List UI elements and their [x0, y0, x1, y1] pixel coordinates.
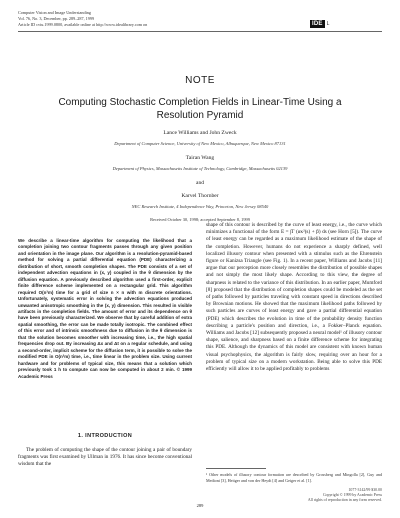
- logo-rest: L: [326, 20, 330, 27]
- author-3: Karvel Thornber: [181, 193, 219, 199]
- and-label: and: [196, 180, 204, 186]
- note-label: NOTE: [185, 75, 215, 86]
- volume-line: Vol. 76, No. 3, December, pp. 289–287, 1999: [18, 16, 95, 21]
- abstract: We describe a linear-time algorithm for computing the likelihood that a completion joining two contour fragments passes through any given position and orientation in the image plane. Our algorithm is a resolution-pyramid-based method for solving a partial differential equation (PDE) characterizing a distribution of short, smooth completion shapes. The PDE consists of a set of independent advection equations in (x, y) coupled in the θ dimension by the diffusion equation. A previously described algorithm used a first-order, explicit finite difference scheme implemented on a rectangular grid. This algorithm required O(n³m) time for a grid of size n × n with m discrete orientations. Unfortunately, systematic error in solving the advection equations produced unwanted anisotropic smoothing in the (x, y) dimension. This resulted in visible artifacts in the completion fields. The amount of error and its dependence on θ have been previously characterized. We observe that by careful addition of extra spatial smoothing, the error can be made totally isotropic. The combined effect of this error and of intrinsic smoothness due to diffusion in the θ dimension is that the solution becomes smoother with increasing time, i.e., the high spatial frequencies drop out. By increasing Δx and Δt on a regular schedule, and using a second-order, implicit scheme for the diffusion term, it is possible to solve the modified PDE in O(n²m) time, i.e., time linear in the problem size. Using current hardware and for problems of typical size, this means that a solution which previously took 1 h to compute can now be computed in about 2 min. © 1999 Academic Press: [18, 238, 192, 379]
- received-dates: Received October 30, 1998; accepted September 8, 1999: [150, 217, 250, 222]
- affiliation-1: Department of Computer Science, University of New Mexico, Albuquerque, New Mexico 87131: [114, 141, 286, 146]
- logo-box: IDE: [312, 20, 323, 27]
- intro-paragraph: The problem of computing the shape of the contour joining a pair of boundary fragments was first examined by Ullman in 1976. It has since become conventional wisdom that the: [18, 447, 192, 468]
- journal-name: Computer Vision and Image Understanding: [18, 10, 91, 15]
- article-line: Article ID cviu.1999.0800, available online at http://www.idealibrary.com on: [18, 22, 148, 27]
- publisher-logo: [310, 19, 380, 28]
- journal-header: [18, 10, 147, 28]
- affiliation-2: Department of Physics, Massachusetts Institute of Technology, Cambridge, Massachusetts 02139: [112, 166, 288, 171]
- affiliation-3: NEC Research Institute, 4 Independence Way, Princeton, New Jersey 08540: [131, 204, 269, 209]
- footnote: ¹ Other models of illusory contour formation are described by Grossberg and Mingolla [2], Guy and Medioni [3], Heitger and von der Heydt [4] and Geiger et al. [1].: [206, 472, 382, 483]
- author-2: Tairan Wang: [185, 155, 215, 161]
- footnote-rule: [206, 468, 266, 469]
- section-heading: 1. INTRODUCTION: [77, 433, 133, 439]
- copyright-notice: 1077-3142/99 $30.00 Copyright © 1999 by Academic Press All rights of reproduction in any form reserved.: [307, 488, 382, 503]
- paper-title: Computing Stochastic Completion Fields in Linear-Time Using a Resolution Pyramid: [58, 97, 342, 121]
- page-number: 289: [196, 503, 204, 508]
- author-1: Lance Williams and John Zweck: [163, 130, 237, 136]
- right-column-text: shape of this contour is described by the curve of least energy, i.e., the curve which minimizes a functional of the form E = ∫Γ (ακ²(s) + β) ds (see Horn [5]). The curve of least energy can be regarded as a maximum likelihood estimate of the shape of the completion. However, humans do not experience a sharply defined, well localized illusory contour when presented with a stimulus such as the Ehrenstein figure or Kanizsa Triangle (see Fig. 1). In a recent paper, Williams and Jacobs [11] argue that our perception more closely resembles the distribution of possible shapes and not simply the most likely shape. According to this view, the degree of sharpness is related to the variance of this distribution. In an earlier paper, Mumford [8] proposed that the distribution of completion shapes could be modeled as the set of paths followed by particles traveling with constant speed in directions described by Brownian motions. He showed that the maximum likelihood paths followed by such particles are curves of least energy and gave a partial differential equation (PDE) which describes the evolution in time of the probability density function describing a particle's position and direction, i.e., a Fokker–Planck equation. Williams and Jacobs [12] subsequently proposed a neural model¹ of illusory contour shape, salience, and sharpness based on a finite difference scheme for integrating this PDE. Although the dynamics of this model are consistent with known human visual psychophysics, the algorithm is fairly slow, requiring over an hour for a problem of typical size on a modern workstation. Being able to solve this PDE efficiently will allow it to be applied profitably to problems: [206, 222, 382, 373]
- header-rule: [18, 31, 382, 32]
